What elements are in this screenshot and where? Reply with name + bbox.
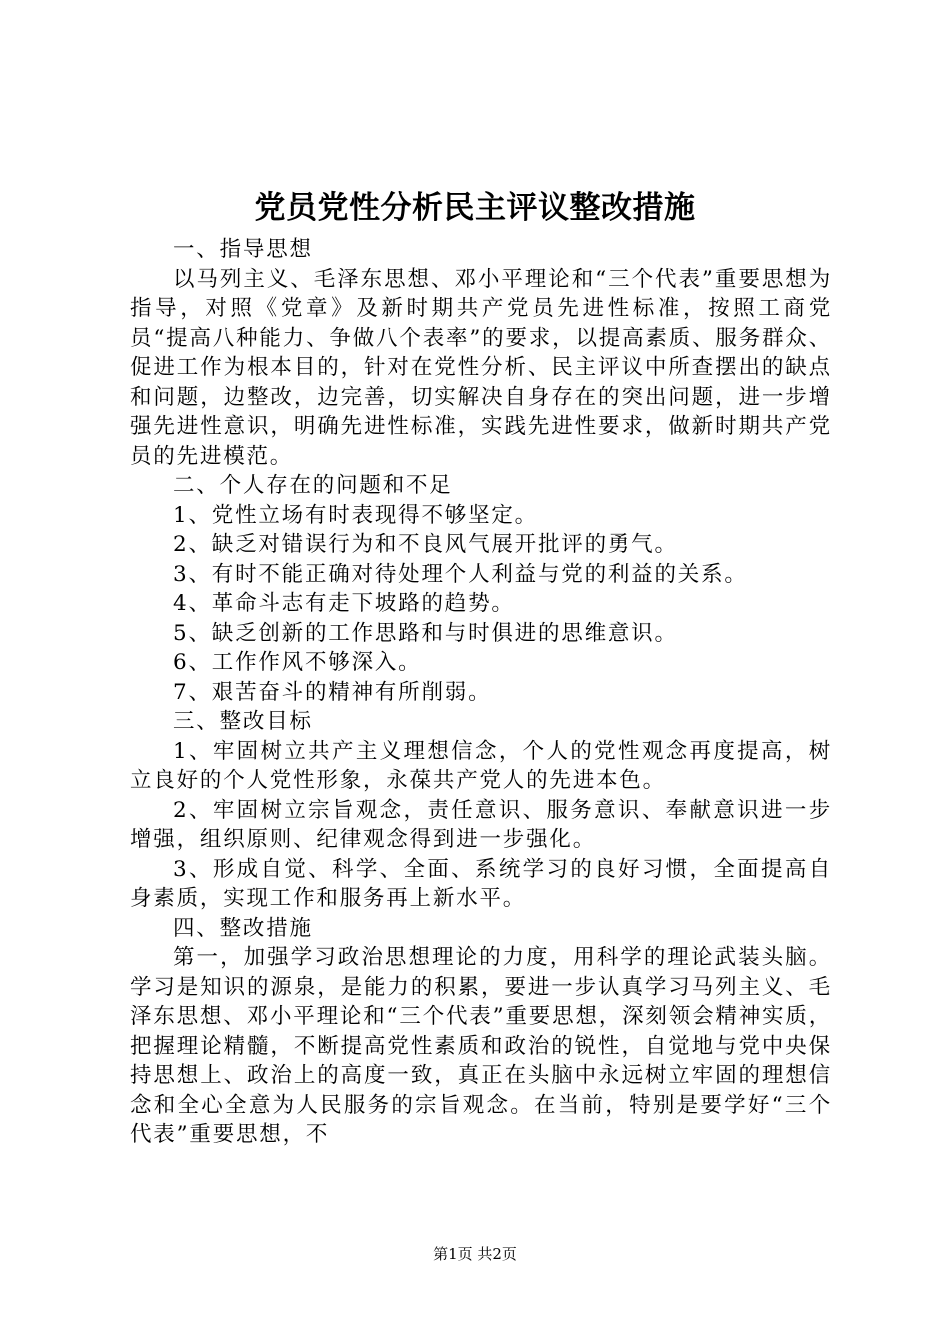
goal-item: 1、牢固树立共产主义理想信念，个人的党性观念再度提高，树立良好的个人党性形象，永葆共产党人的先进本色。 <box>130 738 832 793</box>
section-heading-problems: 二、个人存在的问题和不足 <box>173 473 453 498</box>
measure-paragraph: 第一，加强学习政治思想理论的力度，用科学的理论武装头脑。学习是知识的源泉，是能力的积累，要进一步认真学习马列主义、毛泽东思想、邓小平理论和“三个代表”重要思想，深刻领会精神实质，把握理论精髓，不断提高党性素质和政治的锐性，自觉地与党中央保持思想上、政治上的高度一致，真正在头脑中永远树立牢固的理想信念和全心全意为人民服务的宗旨观念。在当前，特别是要学好“三个代表”重要思想，不 <box>130 945 832 1147</box>
problem-item: 1、党性立场有时表现得不够坚定。 <box>173 502 538 528</box>
section-heading-guiding-thought: 一、指导思想 <box>173 237 313 262</box>
problem-item: 6、工作作风不够深入。 <box>173 650 422 675</box>
document-body <box>130 235 832 1150</box>
page-number-footer: 第1页 共2页 <box>433 1245 517 1263</box>
goal-item: 3、形成自觉、科学、全面、系统学习的良好习惯，全面提高自身素质，实现工作和服务再上新水平。 <box>130 856 832 911</box>
document-title: 党员党性分析民主评议整改措施 <box>254 190 696 226</box>
problem-item: 4、革命斗志有走下坡路的趋势。 <box>173 591 515 616</box>
problem-item: 5、缺乏创新的工作思路和与时俱进的思维意识。 <box>173 620 678 646</box>
goal-item: 2、牢固树立宗旨观念，责任意识、服务意识、奉献意识进一步增强，组织原则、纪律观念得到进一步强化。 <box>130 797 832 852</box>
problem-item: 7、艰苦奋斗的精神有所削弱。 <box>173 679 492 705</box>
section-heading-measures: 四、整改措施 <box>173 915 313 941</box>
section-heading-goals: 三、整改目标 <box>173 709 313 734</box>
problem-item: 3、有时不能正确对待处理个人利益与党的利益的关系。 <box>173 561 748 587</box>
problem-item: 2、缺乏对错误行为和不良风气展开批评的勇气。 <box>173 532 678 557</box>
paragraph-guiding-thought: 以马列主义、毛泽东思想、邓小平理论和“三个代表”重要思想为指导，对照《党章》及新时期共产党员先进性标准，按照工商党员“提高八种能力、争做八个表率”的要求，以提高素质、服务群众、促进工作为根本目的，针对在党性分析、民主评议中所查摆出的缺点和问题，边整改，边完善，切实解决自身存在的突出问题，进一步增强先进性意识，明确先进性标准，实践先进性要求，做新时期共产党员的先进模范。 <box>130 266 832 469</box>
